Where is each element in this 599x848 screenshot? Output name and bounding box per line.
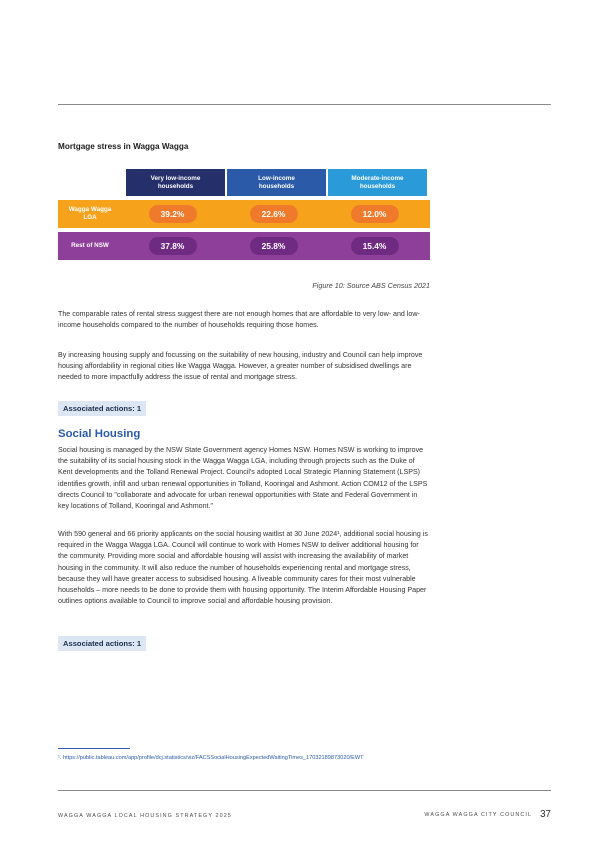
paragraph-rental-stress: The comparable rates of rental stress suggest there are not enough homes that are affordable to very low- and low-income households compared to the number of households requiring those homes. [58,310,420,330]
value-pill: 37.8% [149,237,197,255]
value-pill: 15.4% [351,237,399,255]
header-very-low-income: Very low-income households [126,169,225,196]
bottom-rule [58,790,551,791]
paragraph-waitlist: With 590 general and 66 priority applicants on the social housing waitlist at 30 June 2024¹, additional social housing is required in the Wagga Wagga LGA. Council will continue to work with Homes NSW to deliver additional housing for the community. Providing more social and affordable housing will assist with increasing the availability of market housing in the community. It will also reduce the number of households experiencing rental and mortgage stress, because they will have greater access to subsidised housing. A liveable community cares for their most vulnerable households – more needs to be done to provide them with housing opportunity. The Interim Affordable Housing Paper outlines options available to Council to improve social and affordable housing provision. [58,530,428,606]
value-pill: 22.6% [250,205,298,223]
footer-document-title: WAGGA WAGGA LOCAL HOUSING STRATEGY 2025 [58,813,232,819]
mortgage-stress-table [58,169,430,260]
footnote-rule [58,748,130,749]
header-low-income: Low-income households [227,169,326,196]
associated-actions-badge: Associated actions: 1 [58,401,146,416]
value-pill: 39.2% [149,205,197,223]
row-label: Wagga Wagga LGA [68,206,112,221]
footnote-link[interactable]: ¹. https://public.tableau.com/app/profile/dcj.statistics/viz/FACSSocialHousingExpectedWaitingTimes_17032189873020/EWT [58,755,364,761]
top-rule [58,104,551,105]
header-moderate-income: Moderate-income households [328,169,427,196]
table-header-row [58,169,430,196]
row-wagga-wagga-lga [58,200,430,228]
figure-title: Mortgage stress in Wagga Wagga [58,142,189,151]
paragraph-social-housing: Social housing is managed by the NSW State Government agency Homes NSW. Homes NSW is working to improve the suitability of its social housing stock in the Wagga Wagga LGA, including through projects such as the Duke of Kent developments and the Tolland Renewal Project. Council's adopted Local Strategic Planning Statement (LSPS) identifies growth, infill and urban renewal opportunities in Tolland, Kooringal and Ashmont. Action COM12 of the LSPS directs Council to "collaborate and advocate for urban renewal opportunities with State and Federal Government in key locations of Tolland, Kooringal and Ashmont." [58,446,428,511]
paragraph-housing-supply: By increasing housing supply and focussing on the suitability of new housing, industry and Council can help improve housing affordability in regional cities like Wagga Wagga. However, a greater number of subsidised dwellings are needed to more impactfully address the issue of rental and mortgage stress. [58,351,423,382]
value-pill: 25.8% [250,237,298,255]
row-rest-of-nsw [58,232,430,260]
footer-organisation: WAGGA WAGGA CITY COUNCIL [424,811,533,818]
row-label: Rest of NSW [71,242,109,250]
associated-actions-badge: Associated actions: 1 [58,636,146,651]
footer-right [424,809,551,820]
page-number: 37 [540,809,551,820]
section-title-social-housing: Social Housing [58,428,141,440]
figure-caption: Figure 10: Source ABS Census 2021 [312,281,430,290]
value-pill: 12.0% [351,205,399,223]
